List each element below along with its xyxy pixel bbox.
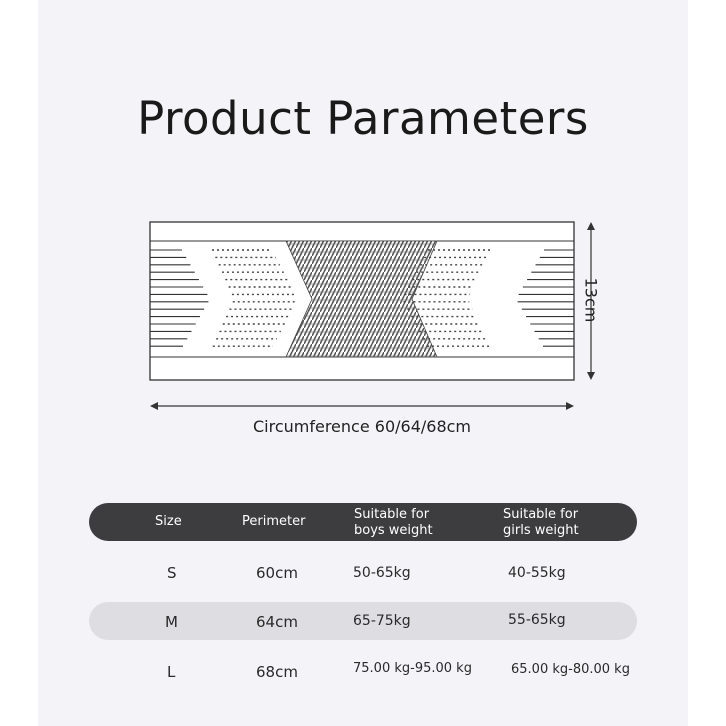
header-girls-weight: Suitable for girls weight	[503, 507, 579, 538]
cell-boys-weight: 50-65kg	[353, 565, 411, 581]
cell-size: S	[167, 564, 177, 582]
circumference-label: Circumference 60/64/68cm	[252, 417, 472, 436]
table-header	[89, 503, 637, 541]
cell-girls-weight: 55-65kg	[508, 612, 566, 628]
header-boys-weight: Suitable for boys weight	[354, 507, 433, 538]
cell-girls-weight: 65.00 kg-80.00 kg	[511, 662, 630, 677]
height-arrow-top-head	[587, 222, 595, 230]
cell-girls-weight: 40-55kg	[508, 565, 566, 581]
header-perimeter: Perimeter	[242, 514, 306, 529]
cell-perimeter: 64cm	[256, 613, 298, 631]
cell-size: L	[167, 663, 176, 681]
height-arrow-bottom-head	[587, 372, 595, 380]
width-arrow-left-head	[150, 402, 158, 410]
cell-size: M	[165, 613, 178, 631]
page-title: Product Parameters	[137, 92, 589, 145]
cell-perimeter: 60cm	[256, 564, 298, 582]
width-arrow-right-head	[566, 402, 574, 410]
cell-boys-weight: 65-75kg	[353, 613, 411, 629]
header-size: Size	[155, 514, 182, 529]
cell-perimeter: 68cm	[256, 663, 298, 681]
height-label: 13cm	[581, 277, 601, 323]
cell-boys-weight: 75.00 kg-95.00 kg	[353, 661, 472, 676]
